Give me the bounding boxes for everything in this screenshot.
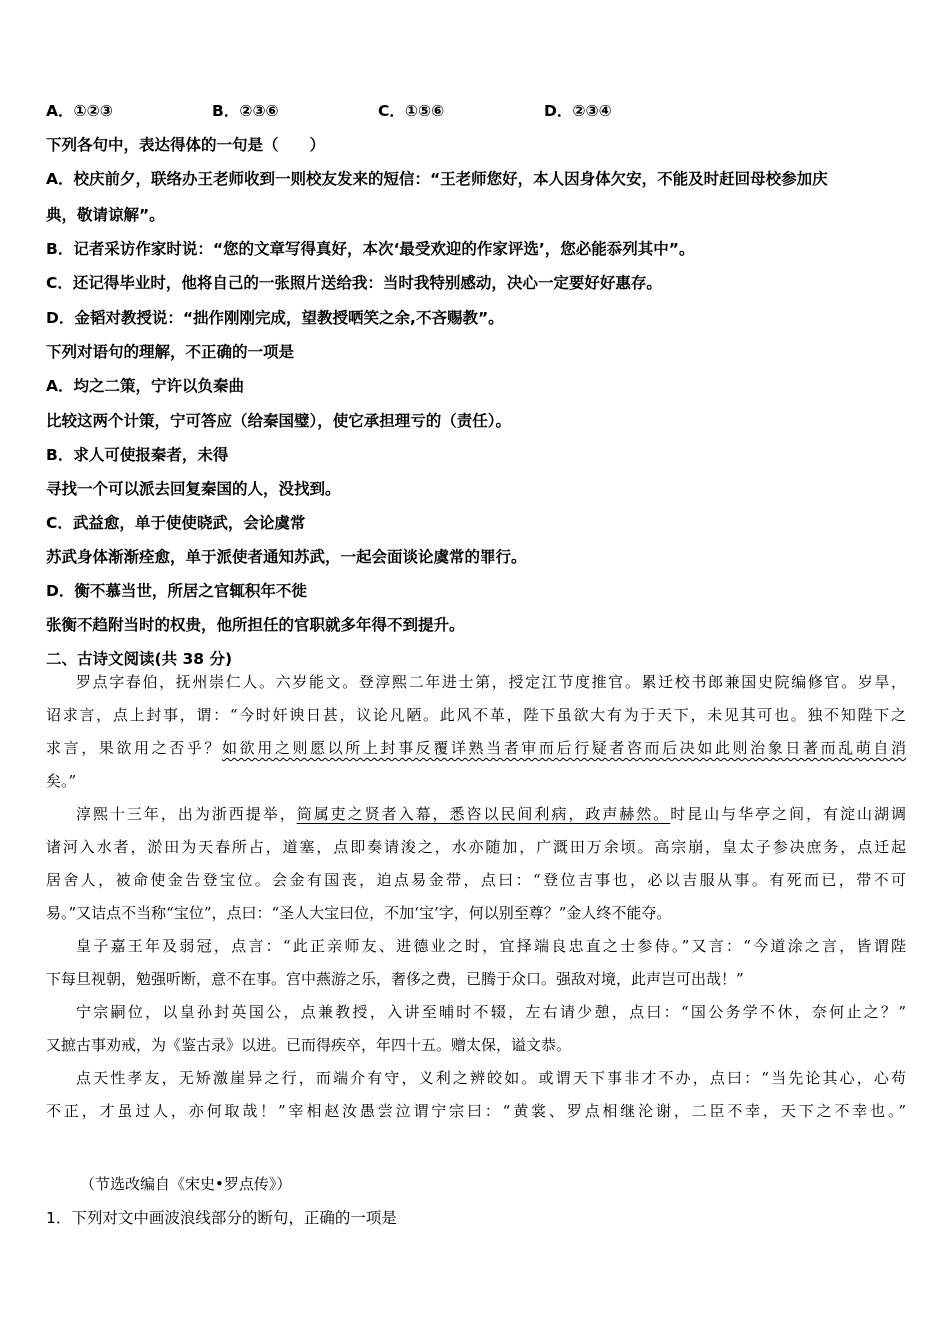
question-1-stem: 1．下列对文中画波浪线部分的断句，正确的一项是	[46, 1209, 397, 1227]
passage-line: 诸河入水者，淤田为天春所占，道塞，点即奏请浚之，水亦随加，广溉田万余顷。高宗崩，皇太子参决庶务，点迁起	[46, 838, 906, 856]
answer-options-row	[46, 100, 908, 122]
choice-c: C．武益愈，单于使使晓武，会论虞常	[46, 514, 306, 532]
choice-a-line2: 典，敬请谅解”。	[46, 206, 165, 224]
option-d: D．②③④	[544, 102, 612, 120]
wavy-underlined-text: 如欲用之则愿以所上封事反覆详熟当者审而后行疑者咨而后决如此则治象日著而乱萌自消	[222, 739, 906, 757]
choice-a: A．均之二策，宁许以负秦曲	[46, 377, 244, 395]
passage-line: 下每旦视朝，勉强听断，意不在事。宫中燕游之乐，奢侈之费，已腾于众口。强敌对境，此声岂可出哉！”	[46, 970, 744, 988]
choice-b: B．记者采访作家时说：“您的文章写得真好，本次‘最受欢迎的作家评选’，您必能忝列其中”。	[46, 240, 695, 258]
choice-c: C．还记得毕业时，他将自己的一张照片送给我：当时我特别感动，决心一定要好好惠存。	[46, 274, 662, 292]
passage-text: 时昆山与华亭之间，有淀山湖调	[670, 805, 906, 823]
option-c: C．①⑤⑥	[378, 102, 445, 120]
option-b: B．②③⑥	[212, 102, 279, 120]
choice-d-explanation: 张衡不趋附当时的权贵，他所担任的官职就多年得不到提升。	[46, 616, 465, 634]
choice-b-explanation: 寻找一个可以派去回复秦国的人，没找到。	[46, 480, 341, 498]
passage-source: （节选改编自《宋史•罗点传》）	[80, 1175, 292, 1193]
passage-line: 矣。”	[46, 772, 77, 790]
choice-a-line1: A．校庆前夕，联络办王老师收到一则校友发来的短信：“王老师您好，本人因身体欠安，不能及时赶回母校参加庆	[46, 170, 828, 188]
choice-d: D．衡不慕当世，所居之官辄积年不徙	[46, 582, 307, 600]
section-heading: 二、古诗文阅读(共 38 分)	[46, 650, 233, 668]
passage-line: 罗点字春伯，抚州崇仁人。六岁能文。登淳熙二年进士第，授定江节度推官。累迁校书郎兼国史院编修官。岁旱，	[76, 673, 906, 691]
choice-c-explanation: 苏武身体渐渐痊愈，单于派使者通知苏武，一起会面谈论虞常的罪行。	[46, 548, 527, 566]
passage-line: 易。”又诘点不当称“宝位”，点曰：“圣人大宝曰位，不加‘宝’字，何以别至尊？”金人终不能夺。	[46, 904, 672, 922]
underlined-text: 筒属吏之贤者入幕，悉咨以民间利病，政声赫然。	[296, 805, 671, 823]
option-a: A．①②③	[46, 102, 113, 120]
choice-a-explanation: 比较这两个计策，宁可答应（给秦国璧），使它承担理亏的（责任）。	[46, 412, 512, 430]
choice-d: D．金韬对教授说：“拙作刚刚完成，望教授哂笑之余,不吝赐教”。	[46, 309, 504, 327]
choice-b: B．求人可使报秦者，未得	[46, 446, 229, 464]
question-stem: 下列各句中，表达得体的一句是（ ）	[46, 136, 326, 154]
passage-text: 淳熙十三年，出为浙西提举，	[76, 805, 297, 823]
passage-line: 居舍人，被命使金告登宝位。会金有国丧，迫点易金带，点曰：“登位吉事也，必以吉服从事。有死而已，带不可	[46, 871, 906, 889]
passage-line: 又摭古事劝戒，为《鉴古录》以进。已而得疾卒，年四十五。赠太保，谥文恭。	[46, 1036, 572, 1054]
passage-text: 求言，果欲用之否乎？	[46, 739, 223, 757]
passage-line	[46, 732, 906, 765]
passage-line	[46, 798, 906, 831]
passage-line: 宁宗嗣位，以皇孙封英国公，点兼教授，入讲至晡时不辍，左右请少憩，点曰：“国公务学不休，奈何止之？”	[76, 1003, 906, 1021]
passage-line: 诏求言，点上封事，谓：“今时奸谀日甚，议论凡陋。此风不革，陛下虽欲大有为于天下，未见其可也。独不知陛下之	[46, 706, 906, 724]
question-stem: 下列对语句的理解，不正确的一项是	[46, 343, 295, 361]
passage-line: 点天性孝友，无矫激崖异之行，而端介有守，义利之辨皎如。或谓天下事非才不办，点曰：“当先论其心，心苟	[76, 1069, 906, 1087]
passage-line: 皇子嘉王年及弱冠，点言：“此正亲师友、进德业之时，宜择端良忠直之士参侍。”又言：“今道涂之言，皆谓陛	[76, 937, 906, 955]
passage-line: 不正，才虽过人，亦何取哉！”宰相赵汝愚尝泣谓宁宗曰：“黄裳、罗点相继沦谢，二臣不幸，天下之不幸也。”	[46, 1102, 906, 1120]
